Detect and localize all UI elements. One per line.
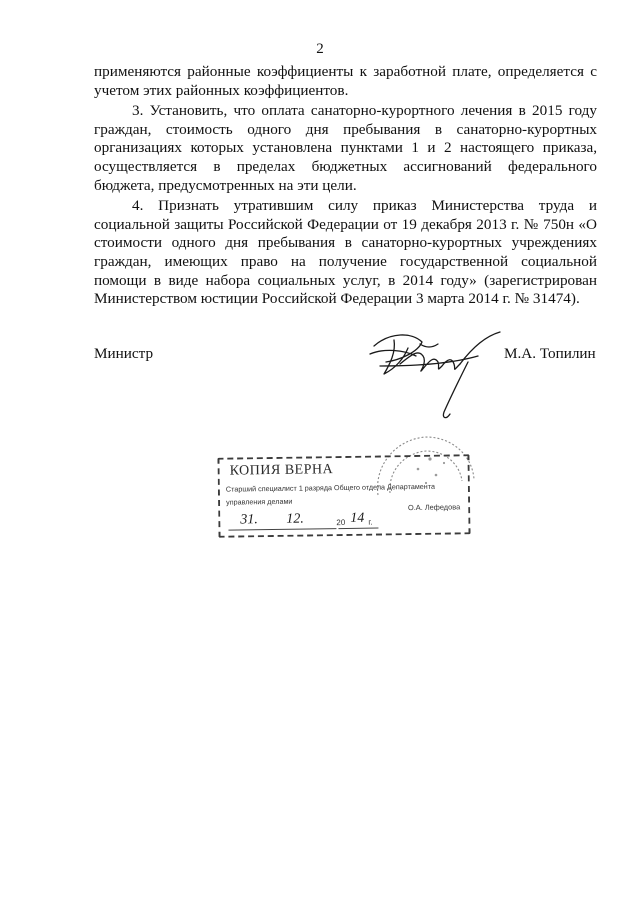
stamp-title: КОПИЯ ВЕРНА [229,462,334,479]
paragraph-item-4: 4. Признать утратившим силу приказ Министерства труда и социальной защиты Российской Федерации от 19 декабря 2013 г. № 750н «О стоимости одного дня пребывания в санаторно-курортных учреждениях граждан, имеющих право на получение государственной социальной помощи в виде набора социальных услуг, в 2014 году» (зарегистрирован Министерством юстиции Российской Федерации 3 марта 2014 г. № 31474). [94,197,597,308]
signatory-name: М.А. Топилин [504,345,596,362]
stamp-year-prefix: 20 [336,517,346,528]
handwritten-signature [360,318,510,428]
stamp-year-suffix: 14 [350,510,365,526]
stamp-date [226,509,462,532]
paragraph-item-3: 3. Установить, что оплата санаторно-курортного лечения в 2015 году граждан, стоимость одного дня пребывания в санаторно-курортных организациях которых установлена пунктами 1 и 2 настоящего приказа, осуществляется в пределах бюджетных ассигнований федерального бюджета, предусмотренных на эти цели. [94,102,597,194]
certified-copy-stamp [217,454,470,538]
stamp-day: 31. [240,512,258,528]
stamp-signer-name: О.А. Лефедова [407,502,461,513]
stamp-year-mark: г. [368,517,373,527]
stamp-department-line: управления делами [226,496,293,507]
stamp-month: 12. [286,511,304,527]
page-number: 2 [316,41,324,57]
stamp-date-underline [228,528,336,531]
stamp-year-underline [338,528,378,530]
paragraph-continuation: применяются районные коэффициенты к заработной плате, определяется с учетом этих районных коэффициентов. [94,63,597,99]
stamp-position-line: Старший специалист 1 разряда Общего отдела Департамента [225,481,435,494]
signatory-title: Министр [94,345,154,362]
